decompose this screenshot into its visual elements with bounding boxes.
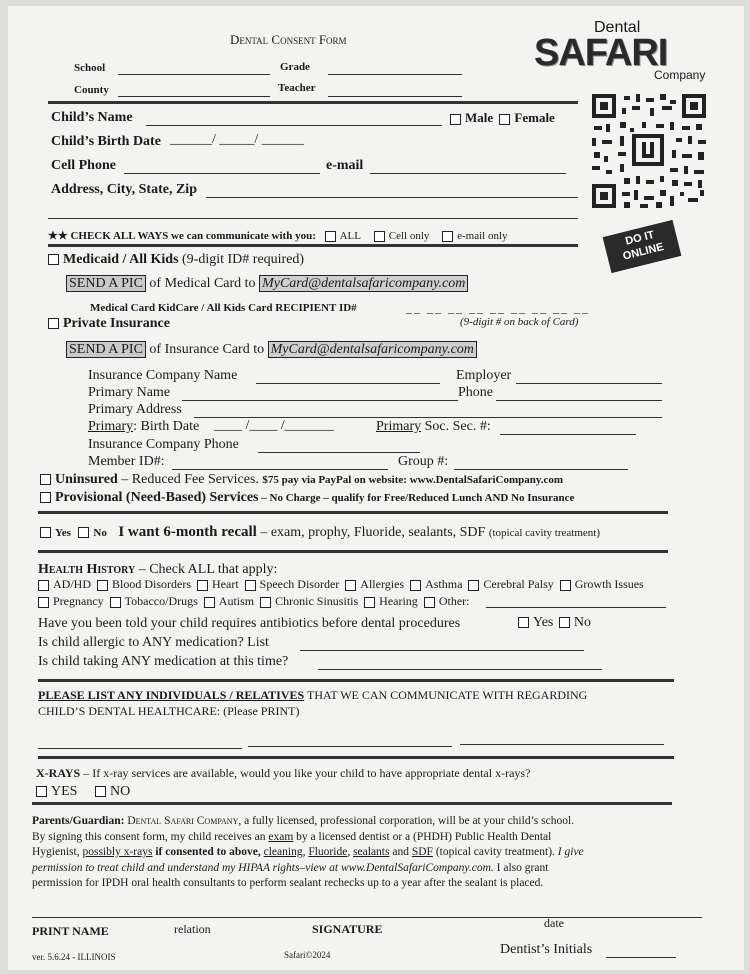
teacher-field[interactable] (328, 96, 462, 97)
insurance-phone-field[interactable] (258, 452, 420, 453)
growth-issues-checkbox[interactable] (560, 580, 571, 591)
insurance-email-link[interactable]: MyCard@dentalsafaricompany.com (268, 341, 477, 358)
allergic-field[interactable] (300, 650, 584, 651)
phone-field[interactable] (496, 400, 662, 401)
adhd-checkbox[interactable] (38, 580, 49, 591)
provisional-label: Provisional (Need-Based) Services (55, 490, 259, 505)
consent-text: permission for IPDH oral health consultants to perform sealant rechecks up to a year after the sealant is placed. (32, 877, 544, 889)
antibiotics-no-label: No (573, 615, 591, 630)
birth-date-label: : Birth Date (133, 419, 200, 434)
recall-yes-checkbox[interactable] (40, 527, 51, 538)
consent-text: By signing this consent form, my child receives an (32, 830, 269, 843)
health-history-title-row (38, 562, 277, 578)
chronic-sinusitis-checkbox[interactable] (260, 597, 271, 608)
primary-birth-date-field[interactable]: ____ /____ /_______ (214, 418, 334, 433)
private-insurance-checkbox[interactable] (48, 318, 59, 329)
consent-text: I also grant (493, 861, 549, 874)
male-label: Male (465, 110, 494, 125)
insurance-company-field[interactable] (256, 383, 440, 384)
print-name-label: PRINT NAME (32, 924, 109, 938)
school-label: School (74, 62, 106, 74)
teacher-label: Teacher (278, 82, 316, 94)
recall-yes-label: Yes (55, 527, 71, 539)
ssn-row (376, 419, 491, 435)
employer-label: Employer (456, 368, 512, 383)
phone-label: Phone (458, 385, 493, 400)
ssn-field[interactable] (500, 434, 636, 435)
xray-yes-checkbox[interactable] (36, 786, 47, 797)
consent-text: and (389, 846, 412, 858)
growth-issues-label: Growth Issues (574, 577, 644, 591)
ssn-primary-label: Primary (376, 419, 422, 434)
communicate-label: ★★ CHECK ALL WAYS we can communicate with you: (48, 230, 316, 242)
other-field[interactable] (486, 607, 666, 608)
grade-label: Grade (280, 61, 310, 73)
signature-label: SIGNATURE (312, 922, 383, 936)
medicaid-email-link[interactable]: MyCard@dentalsafaricompany.com (259, 275, 468, 292)
relative-field-1[interactable] (38, 748, 242, 749)
email-label: e-mail (326, 158, 364, 173)
recall-text: I want 6-month recall (118, 524, 257, 540)
antibiotics-question: Have you been told your child requires antibiotics before dental procedures (38, 616, 461, 631)
divider (38, 550, 668, 553)
allergies-checkbox[interactable] (345, 580, 356, 591)
medicaid-send-text: of Medical Card to (149, 276, 256, 291)
primary-address-label: Primary Address (88, 402, 182, 417)
email-only-label: e-mail only (457, 230, 508, 242)
consent-text: I give (557, 846, 584, 858)
uninsured-checkbox[interactable] (40, 474, 51, 485)
divider (38, 679, 674, 682)
relatives-lead: PLEASE LIST ANY INDIVIDUALS / RELATIVES (38, 688, 305, 702)
form-title: Dental Consent Form (230, 32, 347, 47)
uninsured-label: Uninsured (55, 472, 118, 487)
cell-phone-field[interactable] (124, 173, 320, 174)
relative-field-2[interactable] (248, 746, 452, 747)
xray-question (36, 766, 530, 781)
xray-text: – If x-ray services are available, would you like your child to have appropriate dental x-rays? (80, 766, 531, 780)
health-row-2 (38, 594, 469, 609)
dentist-initials-field[interactable] (606, 957, 676, 958)
recall-paren: (topical cavity treatment) (488, 527, 600, 539)
child-name-label: Child’s Name (51, 110, 133, 125)
xray-no-checkbox[interactable] (95, 786, 106, 797)
cell-only-checkbox[interactable] (374, 231, 385, 242)
divider (38, 511, 668, 514)
consent-paragraph (32, 814, 584, 892)
recall-row (40, 524, 600, 541)
asthma-label: Asthma (425, 577, 463, 591)
asthma-checkbox[interactable] (410, 580, 421, 591)
autism-label: Autism (218, 594, 255, 608)
employer-field[interactable] (516, 383, 662, 384)
email-field[interactable] (370, 173, 566, 174)
speech-disorder-checkbox[interactable] (245, 580, 256, 591)
allergies-label: Allergies (360, 577, 405, 591)
insurance-send-pic-badge: SEND A PIC (66, 341, 146, 358)
copyright-label: Safari©2024 (284, 950, 331, 960)
consent-parents: Parents/Guardian: (32, 815, 125, 827)
logo-top-text: Dental (594, 19, 641, 36)
heart-label: Heart (212, 577, 239, 591)
gender-options (450, 110, 555, 126)
child-name-field[interactable] (146, 125, 442, 126)
cerebral-palsy-checkbox[interactable] (468, 580, 479, 591)
ssn-label: Soc. Sec. #: (424, 419, 491, 434)
medicaid-send-pic-row (66, 276, 468, 292)
consent-sdf: SDF (411, 846, 433, 858)
group-field[interactable] (454, 469, 628, 470)
recall-no-checkbox[interactable] (78, 527, 89, 538)
primary-name-field[interactable] (182, 400, 458, 401)
tobacco-drugs-label: Tobacco/Drugs (124, 594, 198, 608)
consent-cleaning: cleaning (263, 846, 303, 858)
hearing-checkbox[interactable] (364, 597, 375, 608)
consent-text: if consented to above, (152, 846, 264, 858)
provisional-text: – No Charge – qualify for Free/Reduced Lunch AND No Insurance (258, 492, 575, 504)
uninsured-text: – Reduced Fee Services. (117, 472, 259, 487)
cerebral-palsy-label: Cerebral Palsy (483, 577, 554, 591)
health-history-subtitle: – Check ALL that apply: (135, 562, 278, 577)
other-label: Other: (438, 594, 470, 608)
recipient-id-field[interactable]: __ __ __ __ __ __ __ __ __ (406, 301, 590, 315)
pregnancy-checkbox[interactable] (38, 597, 49, 608)
school-field[interactable] (118, 74, 270, 75)
birth-date-field[interactable]: ______/ _____/ ______ (170, 132, 304, 147)
address-field[interactable] (206, 197, 578, 198)
consent-text: permission to treat child and understand my HIPAA rights–view at www.DentalSafariCompany.com. (32, 861, 494, 874)
all-checkbox[interactable] (325, 231, 336, 242)
consent-text: Hygienist, (32, 846, 83, 858)
logo-main-text: SAFARI (534, 32, 668, 74)
private-insurance-option (48, 316, 170, 332)
relatives-line2: CHILD’S DENTAL HEALTHCARE: (Please PRINT) (38, 704, 300, 718)
cell-only-label: Cell only (388, 230, 430, 242)
divider (48, 101, 578, 104)
relative-field-3[interactable] (460, 744, 664, 745)
female-checkbox[interactable] (499, 114, 510, 125)
cell-phone-label: Cell Phone (51, 158, 116, 173)
relatives-heading (38, 688, 587, 703)
medication-question: Is child taking ANY medication at this time? (38, 654, 289, 669)
other-checkbox[interactable] (424, 597, 435, 608)
grade-field[interactable] (328, 74, 462, 75)
antibiotics-options (518, 615, 591, 631)
recipient-id-label: Medical Card KidCare / All Kids Card RECIPIENT ID# (90, 302, 357, 314)
recall-no-label: No (93, 527, 107, 539)
allergic-question: Is child allergic to ANY medication? List (38, 635, 269, 650)
provisional-option (40, 490, 574, 506)
health-history-title: Health History (38, 562, 136, 577)
speech-disorder-label: Speech Disorder (259, 577, 340, 591)
divider (32, 802, 672, 805)
insurance-phone-label: Insurance Company Phone (88, 437, 239, 452)
member-id-label: Member ID#: (88, 454, 165, 469)
group-label: Group #: (398, 454, 449, 469)
adhd-label: AD/HD (53, 577, 91, 591)
autism-checkbox[interactable] (204, 597, 215, 608)
member-id-field[interactable] (172, 469, 388, 470)
address-label: Address, City, State, Zip (51, 182, 197, 197)
email-only-checkbox[interactable] (442, 231, 453, 242)
medicaid-label: Medicaid / All Kids (63, 252, 179, 267)
insurance-send-pic-row (66, 342, 477, 358)
divider (48, 244, 578, 247)
qr-code (590, 92, 708, 210)
digit-note: (9-digit # on back of Card) (460, 316, 579, 328)
divider (38, 756, 674, 759)
blood-disorders-checkbox[interactable] (97, 580, 108, 591)
chronic-sinusitis-label: Chronic Sinusitis (275, 594, 359, 608)
county-label: County (74, 84, 109, 96)
consent-text: , a fully licensed, professional corporation, will be at your child’s school. (238, 815, 575, 827)
version-label: ver. 5.6.24 - ILLINOIS (32, 952, 116, 962)
primary-label: Primary (88, 419, 134, 434)
blood-disorders-label: Blood Disorders (112, 577, 191, 591)
medicaid-checkbox[interactable] (48, 254, 59, 265)
consent-text: (topical cavity treatment). (432, 846, 558, 858)
female-label: Female (514, 110, 555, 125)
antibiotics-no-checkbox[interactable] (559, 617, 570, 628)
address-field-2[interactable] (48, 218, 578, 219)
consent-text: by a licensed dentist or a (PHDH) Public Health Dental (293, 830, 552, 843)
recall-rest: – exam, prophy, Fluoride, sealants, SDF (256, 525, 486, 540)
hearing-label: Hearing (379, 594, 418, 608)
antibiotics-yes-checkbox[interactable] (518, 617, 529, 628)
xray-options (36, 784, 130, 800)
relatives-rest: THAT WE CAN COMMUNICATE WITH REGARDING (304, 688, 588, 702)
consent-form-page (8, 6, 744, 970)
relation-label: relation (174, 922, 211, 936)
logo-bottom-text: Company (654, 68, 706, 82)
consent-company: Dental Safari Company (127, 815, 239, 827)
birth-date-label: Child’s Birth Date (51, 134, 161, 149)
medicaid-note: (9-digit ID# required) (182, 252, 305, 267)
communicate-options (48, 229, 508, 242)
signature-line[interactable] (32, 917, 702, 918)
xray-label: X-RAYS (36, 766, 81, 780)
provisional-checkbox[interactable] (40, 492, 51, 503)
insurance-company-label: Insurance Company Name (88, 368, 238, 383)
consent-fluoride: Fluoride (308, 846, 348, 858)
medicaid-option (48, 252, 304, 268)
pregnancy-label: Pregnancy (53, 594, 104, 608)
consent-sealants: sealants (353, 846, 390, 858)
heart-checkbox[interactable] (197, 580, 208, 591)
xray-yes-label: YES (51, 784, 78, 799)
xray-no-label: NO (109, 784, 131, 799)
county-field[interactable] (118, 96, 270, 97)
consent-xrays: possibly x-rays (82, 846, 153, 858)
consent-text: , (347, 846, 354, 858)
insurance-send-text: of Insurance Card to (149, 342, 265, 357)
tobacco-drugs-checkbox[interactable] (110, 597, 121, 608)
antibiotics-yes-label: Yes (533, 615, 554, 630)
medication-field[interactable] (318, 669, 602, 670)
consent-text: , (302, 846, 309, 858)
uninsured-option (40, 472, 563, 488)
dentist-initials-label: Dentist’s Initials (500, 942, 593, 957)
date-label: date (544, 916, 564, 930)
health-row-1 (38, 577, 644, 592)
primary-name-label: Primary Name (88, 385, 171, 400)
all-label: ALL (339, 230, 361, 242)
do-it-online-badge[interactable]: DO IT ONLINE (603, 220, 682, 273)
private-insurance-label: Private Insurance (63, 316, 170, 331)
medicaid-send-pic-badge: SEND A PIC (66, 275, 146, 292)
male-checkbox[interactable] (450, 114, 461, 125)
uninsured-fee: $75 pay via PayPal on website: www.DentalSafariCompany.com (262, 474, 564, 486)
consent-exam: exam (268, 830, 294, 843)
primary-birth-date-row (88, 419, 199, 435)
